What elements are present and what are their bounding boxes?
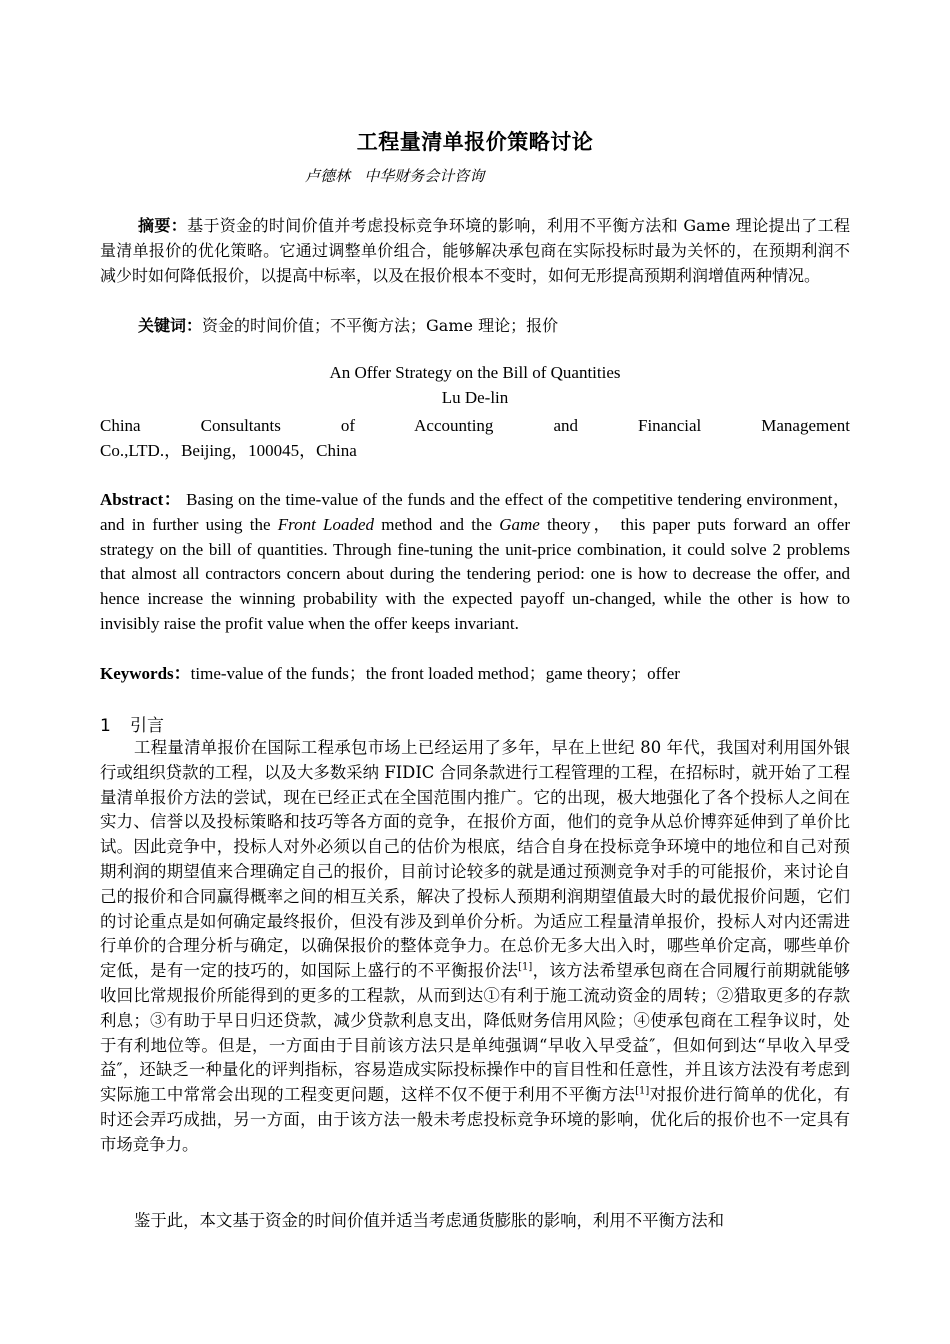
english-abstract-text-1: Basing on the time-value of the funds and the effect of the competitive tendering environment， and in further using the	[100, 490, 850, 534]
chinese-keywords	[100, 313, 850, 338]
citation-ref-2[interactable]: [1]	[635, 1085, 650, 1097]
body-paragraph-1-text-c: 对报价进行简单的优化，有时还会弄巧成拙，另一方面，由于该方法一般未考虑投标竞争环境的影响，优化后的报价也不一定具有市场竞争力。	[100, 1085, 851, 1154]
english-author: Lu De-lin	[441, 388, 509, 407]
english-keywords	[100, 661, 850, 686]
english-keywords-label: Keywords：	[100, 664, 191, 683]
section-heading	[100, 711, 164, 736]
chinese-abstract-text: 基于资金的时间价值并考虑投标竞争环境的影响，利用不平衡方法和 Game 理论提出了工程量清单报价的优化策略。它通过调整单价组合，能够解决承包商在实际投标时最为关怀的，在预期利润不减少时如何降低报价，以提高中标率，以及在报价根本不变时，如何无形提高预期利润增值两种情况。	[100, 216, 850, 285]
citation-ref-1[interactable]: [1]	[518, 961, 533, 973]
page-title: 工程量清单报价策略讨论	[356, 130, 594, 154]
chinese-keywords-text: 资金的时间价值；不平衡方法；Game 理论；报价	[202, 316, 559, 335]
author-line: 卢德林 中华财务会计咨询	[305, 167, 485, 185]
english-abstract-text-3: theory， this paper puts forward an offer strategy on the bill of quantities. Through fine-tuning the unit-price combination, it could solve 2 problems that almost all contractors concern about during the tendering period: one is how to decrease the offer, and hence increase the winning probability with the expected payoff un-changed, while the other is how to invisibly raise the profit value when the offer keeps invariant.	[100, 514, 850, 633]
english-abstract-emphasis-2: Game	[499, 514, 540, 534]
chinese-abstract-label: 摘要：	[138, 216, 188, 235]
english-affiliation-line2: Co.,LTD.，Beijing，100045，China	[100, 441, 357, 460]
english-abstract	[100, 488, 850, 637]
section-title: 引言	[130, 716, 164, 736]
english-title: An Offer Strategy on the Bill of Quantities	[329, 363, 621, 382]
english-abstract-text-2: method and the	[374, 514, 500, 534]
body-paragraph-2: 鉴于此，本文基于资金的时间价值并适当考虑通货膨胀的影响，利用不平衡方法和	[134, 1211, 725, 1230]
body-paragraph-1	[100, 736, 850, 1158]
chinese-keywords-label: 关键词：	[138, 316, 203, 335]
english-abstract-emphasis-1: Front Loaded	[277, 514, 375, 534]
section-number: 1	[100, 716, 111, 736]
chinese-abstract	[100, 213, 850, 288]
body-paragraph-1-text-a: 工程量清单报价在国际工程承包市场上已经运用了多年，早在上世纪 80 年代，我国对利用国外银行或组织贷款的工程，以及大多数采纳 FIDIC 合同条款进行工程管理的工程，在招标时，就开始了工程量清单报价方法的尝试，现在已经正式在全国范围内推广。它的出现，极大地强化了各个投标人之间在实力、信誉以及投标策略和技巧等各方面的竞争，在报价方面，他们的竞争从总价博弈延伸到了单价比试。因此竞争中，投标人对外必须以自己的估价为根底，结合自身在投标竞争环境中的地位和自己对预期利润的期望值来合理确定自己的报价，目前讨论较多的就是通过预测竞争对手的可能报价，来讨论自己的报价和合同赢得概率之间的相互关系，解决了投标人预期利润期望值最大时的最优报价问题，它们的讨论重点是如何确定最终报价，但没有涉及到单价分析。为适应工程量清单报价，投标人对内还需进行单价的合理分析与确定，以确保报价的整体竞争力。在总价无多大出入时，哪些单价定高，哪些单价定低，是有一定的技巧的，如国际上盛行的不平衡报价法	[100, 738, 850, 981]
body-paragraph-1-text-b: ，该方法希望承包商在合同履行前期就能够收回比常规报价所能得到的更多的工程款，从而到达①有利于施工流动资金的周转；②猎取更多的存款利息；③有助于早日归还贷款，减少贷款利息支出，降低财务信用风险；④使承包商在工程争议时，处于有利地位等。但是，一方面由于目前该方法只是单纯强调“早收入早受益″，但如何到达“早收入早受益″，还缺乏一种量化的评判指标，容易造成实际投标操作中的盲目性和任意性，并且该方法没有考虑到实际施工中常常会出现的工程变更问题，这样不仅不便于利用不平衡方法	[100, 961, 851, 1105]
english-keywords-text: time-value of the funds；the front loaded method；game theory；offer	[190, 664, 680, 683]
english-abstract-label: Abstract：	[100, 490, 182, 509]
english-affiliation-line1: China Consultants of Accounting and Financial Management	[100, 416, 850, 435]
